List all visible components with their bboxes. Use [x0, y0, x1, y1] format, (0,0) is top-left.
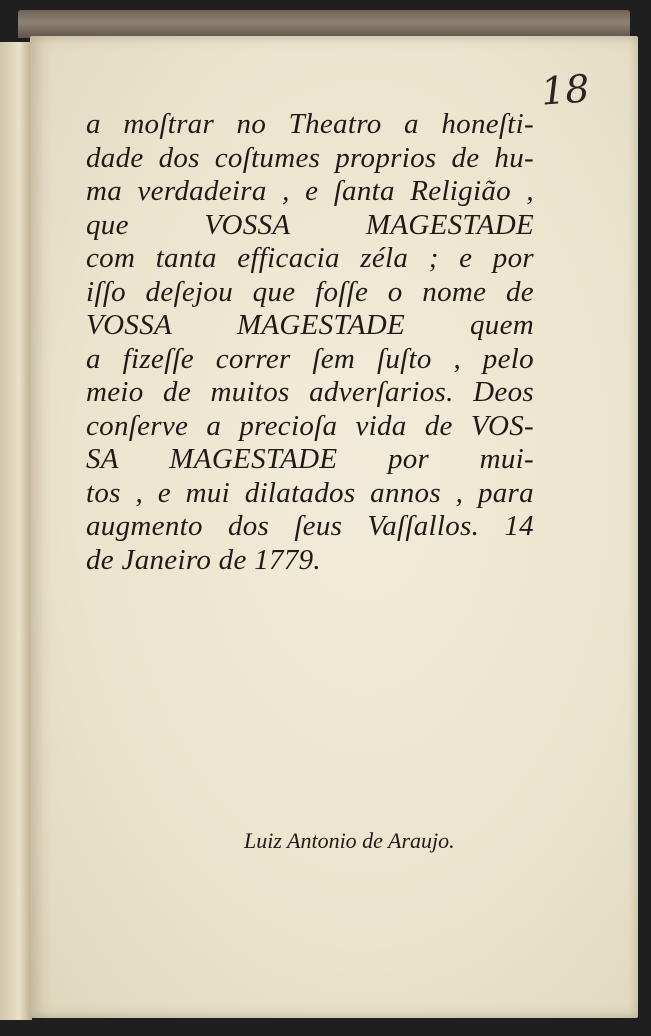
show-through-text [330, 596, 525, 686]
text-line-date: de Janeiro de 1779. [86, 543, 321, 576]
word: ſeus [294, 510, 343, 542]
text-line [86, 376, 534, 410]
word: dos [227, 510, 270, 542]
word: , [453, 342, 461, 375]
word: iſſo [86, 275, 126, 308]
word: correr [215, 342, 291, 375]
word: pelo [482, 342, 534, 375]
word: MAGESTADE [236, 309, 406, 341]
text-line [86, 343, 534, 377]
word: de [451, 141, 480, 174]
word: VOS- [470, 409, 534, 442]
word: a [404, 108, 419, 140]
word: Theatro [288, 108, 382, 140]
word: adverſarios. [309, 376, 454, 408]
word: MAGESTADE [169, 443, 338, 475]
word: conſerve [86, 409, 189, 442]
word: de [163, 376, 192, 408]
word: e [305, 175, 319, 207]
word: e [157, 476, 171, 509]
word: a [86, 108, 101, 140]
word: proprios [335, 141, 437, 174]
word: quem [469, 309, 534, 341]
word: tos [86, 476, 121, 509]
word: ſuſto [376, 342, 432, 375]
text-line [86, 142, 534, 176]
word: ſanta [333, 175, 395, 207]
word: a [86, 342, 101, 375]
word: hu- [494, 141, 534, 174]
facing-page-edge [0, 42, 32, 1020]
word: zéla [360, 242, 409, 274]
text-line [86, 410, 534, 444]
word: VOSSA [204, 208, 291, 241]
word: o [387, 275, 403, 308]
text-line [86, 209, 534, 243]
text-line [86, 108, 534, 142]
word: vida [355, 409, 407, 442]
word: Religião [410, 175, 511, 207]
word: dilatados [244, 476, 356, 509]
text-line [86, 443, 534, 477]
word: a [206, 409, 222, 442]
word: augmento [86, 510, 203, 542]
word: que [86, 208, 129, 241]
word: tanta [155, 242, 217, 274]
dedication-text [86, 108, 534, 577]
word: foſſe [315, 275, 369, 308]
word: VOSSA [86, 309, 173, 341]
word: ſem [312, 342, 356, 375]
word: SA [86, 443, 119, 475]
word: mui [185, 476, 231, 509]
signature-line: Luiz Antonio de Araujo. [244, 828, 455, 853]
word: , [135, 476, 144, 509]
word: moſtrar [123, 108, 215, 140]
word: Vaſſallos. [367, 510, 480, 542]
word: dade [86, 141, 144, 174]
word: Deos [473, 376, 534, 408]
word: por [492, 242, 534, 274]
word: 14 [504, 510, 534, 542]
word: dos [158, 141, 200, 174]
word: ; [428, 242, 439, 274]
word: , [282, 175, 290, 207]
word: MAGESTADE [365, 208, 534, 241]
word: efficacia [237, 242, 340, 274]
word: para [477, 476, 534, 509]
word: verdadeira [137, 175, 267, 207]
word: fizeſſe [122, 342, 194, 375]
word: no [236, 108, 267, 140]
word: por [387, 443, 430, 475]
word: annos [370, 476, 441, 509]
word: mui- [479, 443, 534, 475]
word: , [455, 476, 464, 509]
text-line [86, 276, 534, 310]
word: com [86, 242, 136, 274]
word: nome [422, 275, 487, 308]
text-line [86, 510, 534, 544]
word: precioſa [239, 409, 338, 442]
text-line [86, 242, 534, 276]
text-line [86, 309, 534, 343]
word: deſejou [145, 275, 233, 308]
word: honeſti- [441, 108, 534, 140]
word: meio [86, 376, 144, 408]
page-stack-edge [18, 10, 630, 38]
word: , [526, 175, 534, 207]
word: ma [86, 175, 123, 207]
word: coſtumes [214, 141, 321, 174]
text-line [86, 175, 534, 209]
word: de [424, 409, 453, 442]
word: de [505, 275, 534, 308]
word: muitos [210, 376, 290, 408]
text-line [86, 477, 534, 511]
word: que [252, 275, 296, 308]
word: e [459, 242, 473, 274]
folio-number: 18 [539, 66, 591, 114]
